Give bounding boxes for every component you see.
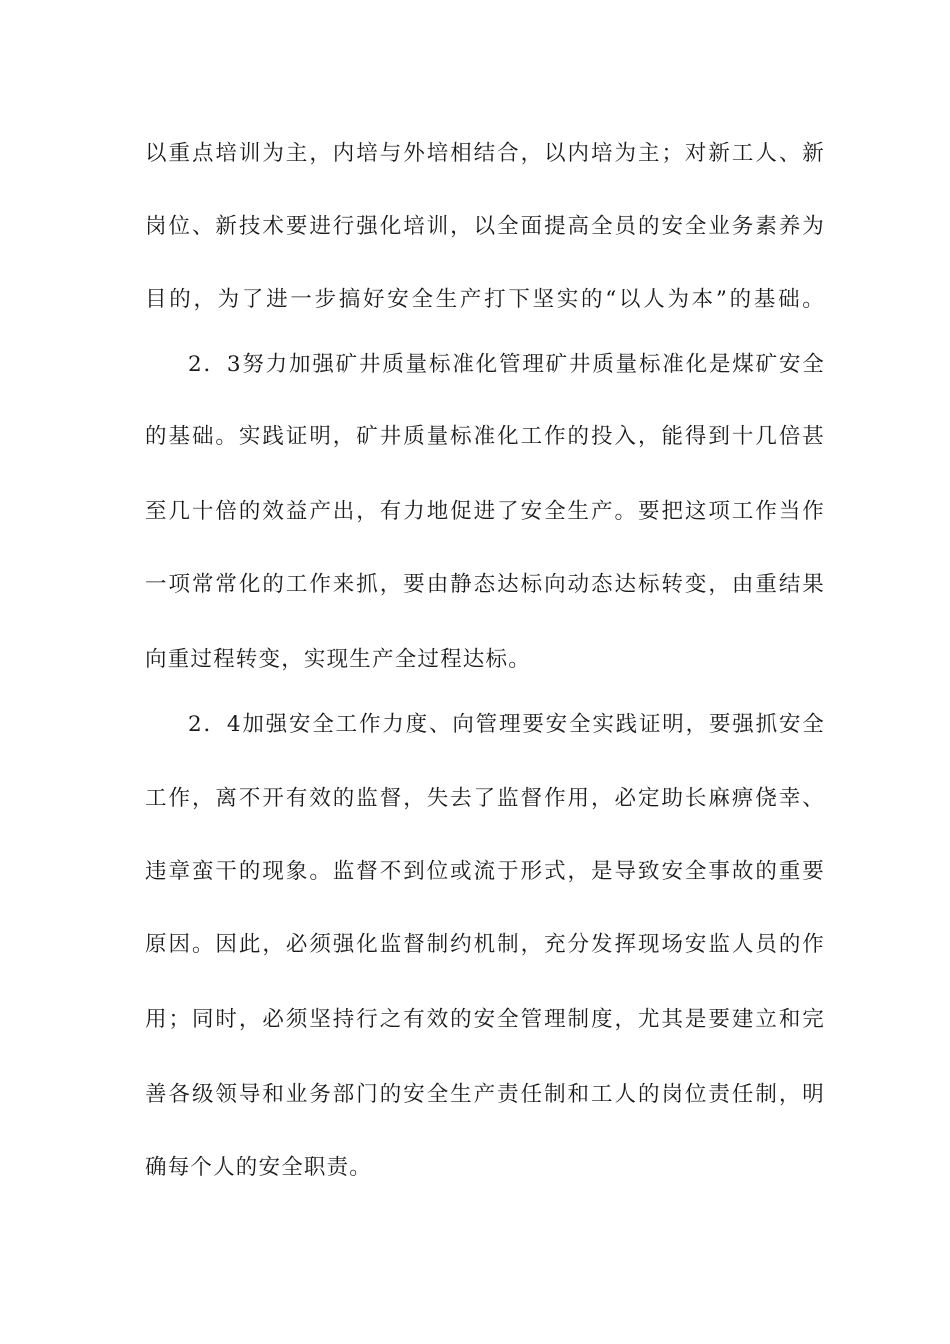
paragraph-line: 善各级领导和业务部门的安全生产责任制和工人的岗位责任制，明 (145, 1082, 825, 1107)
paragraph-line: 用；同时，必须坚持行之有效的安全管理制度，尤其是要建立和完 (145, 1007, 825, 1032)
paragraph-line: 向重过程转变，实现生产全过程达标。 (145, 647, 531, 672)
section-heading-line: 2．4加强安全工作力度、向管理要安全实践证明，要强抓安全 (188, 712, 825, 737)
paragraph-line: 至几十倍的效益产出，有力地促进了安全生产。要把这项工作当作 (145, 499, 825, 524)
paragraph-line: 工作，离不开有效的监督，失去了监督作用，必定助长麻痹侥幸、 (145, 786, 825, 811)
paragraph-line: 违章蛮干的现象。监督不到位或流于形式，是导致安全事故的重要 (145, 859, 825, 884)
paragraph-line: 以重点培训为主，内培与外培相结合，以内培为主；对新工人、新 (145, 141, 825, 166)
paragraph-line: 岗位、新技术要进行强化培训，以全面提高全员的安全业务素养为 (145, 214, 825, 239)
paragraph-line: 的基础。实践证明，矿井质量标准化工作的投入，能得到十几倍甚 (145, 424, 825, 449)
paragraph-line: 一项常常化的工作来抓，要由静态达标向动态达标转变，由重结果 (145, 572, 825, 597)
paragraph-line: 确每个人的安全职责。 (145, 1155, 373, 1180)
section-heading-line: 2．3努力加强矿井质量标准化管理矿井质量标准化是煤矿安全 (188, 352, 825, 377)
paragraph-line: 原因。因此，必须强化监督制约机制，充分发挥现场安监人员的作 (145, 932, 825, 957)
paragraph-line: 目的，为了进一步搞好安全生产打下坚实的“以人为本”的基础。 (145, 287, 825, 312)
